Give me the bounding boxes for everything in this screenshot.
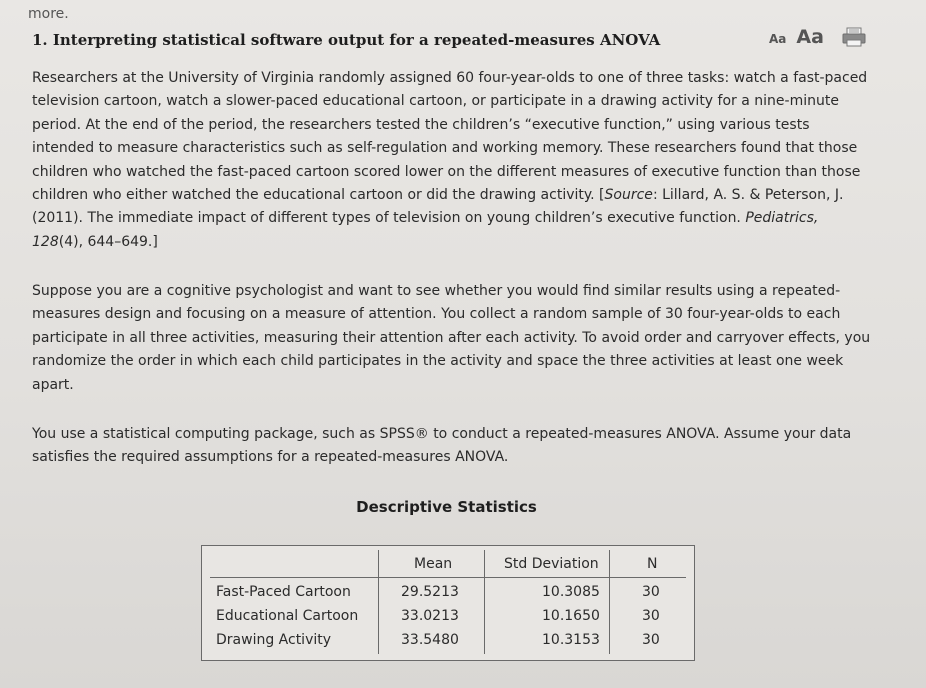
cell-n: 30	[642, 632, 660, 648]
intro-text-b: : Lillard, A. S. & Peterson, J. (2011). The immediate impact of different types of television on young children’s executive function.	[32, 187, 844, 227]
intro-paragraph	[32, 67, 872, 254]
column-divider	[484, 550, 485, 654]
column-divider	[609, 550, 610, 654]
cell-n: 30	[642, 584, 660, 600]
font-decrease-button[interactable]: Aa	[769, 32, 787, 46]
cell-mean: 33.0213	[401, 608, 459, 624]
descriptive-stats-table	[201, 545, 695, 661]
header-mean: Mean	[414, 556, 453, 572]
row-label: Educational Cartoon	[216, 608, 359, 624]
question-title: 1. Interpreting statistical software output for a repeated-measures ANOVA	[32, 31, 661, 49]
more-text: more.	[28, 6, 69, 22]
header-divider	[210, 577, 686, 578]
table-title: Descriptive Statistics	[356, 498, 537, 516]
header-n: N	[647, 556, 658, 572]
header-std-deviation: Std Deviation	[504, 556, 599, 572]
cell-sd: 10.3085	[542, 584, 600, 600]
row-label: Fast-Paced Cartoon	[216, 584, 351, 600]
journal-name: Pediatrics, 128	[32, 210, 819, 250]
cell-sd: 10.3153	[542, 632, 600, 648]
cell-mean: 29.5213	[401, 584, 459, 600]
row-label: Drawing Activity	[216, 632, 332, 648]
print-icon[interactable]	[842, 27, 866, 47]
cell-n: 30	[642, 608, 660, 624]
intro-text-a: Researchers at the University of Virginia randomly assigned 60 four-year-olds to one of three tasks: watch a fast-paced television cartoon, watch a slower-paced educational cartoon, or participate in a drawing activity for a nine-minute period. At the end of the period, the researchers tested the children’s “executive function,” using various tests intended to measure characteristics such as self-regulation and working memory. These researchers found that those children who watched the fast-paced cartoon scored lower on the different measures of executive function than those children who either watched the educational cartoon or did the drawing activity. [	[32, 70, 868, 204]
cell-sd: 10.1650	[542, 608, 600, 624]
software-paragraph: You use a statistical computing package, such as SPSS® to conduct a repeated-measures ANOVA. Assume your data satisfies the required assumptions for a repeated-measures ANOVA.	[32, 426, 852, 466]
intro-text-c: (4), 644–649.]	[58, 233, 158, 250]
column-divider	[378, 550, 379, 654]
font-size-controls	[769, 26, 824, 48]
cell-mean: 33.5480	[401, 632, 459, 648]
source-label: Source	[604, 187, 653, 204]
scenario-paragraph: Suppose you are a cognitive psychologist and want to see whether you would find similar results using a repeated-measures design and focusing on a measure of attention. You collect a random sample of 30 four-year-olds to each participate in all three activities, measuring their attention after each activity. To avoid order and carryover effects, you randomize the order in which each child participates in the activity and space the three activities at least one week apart.	[32, 283, 871, 393]
font-increase-button[interactable]: Aa	[796, 26, 824, 48]
